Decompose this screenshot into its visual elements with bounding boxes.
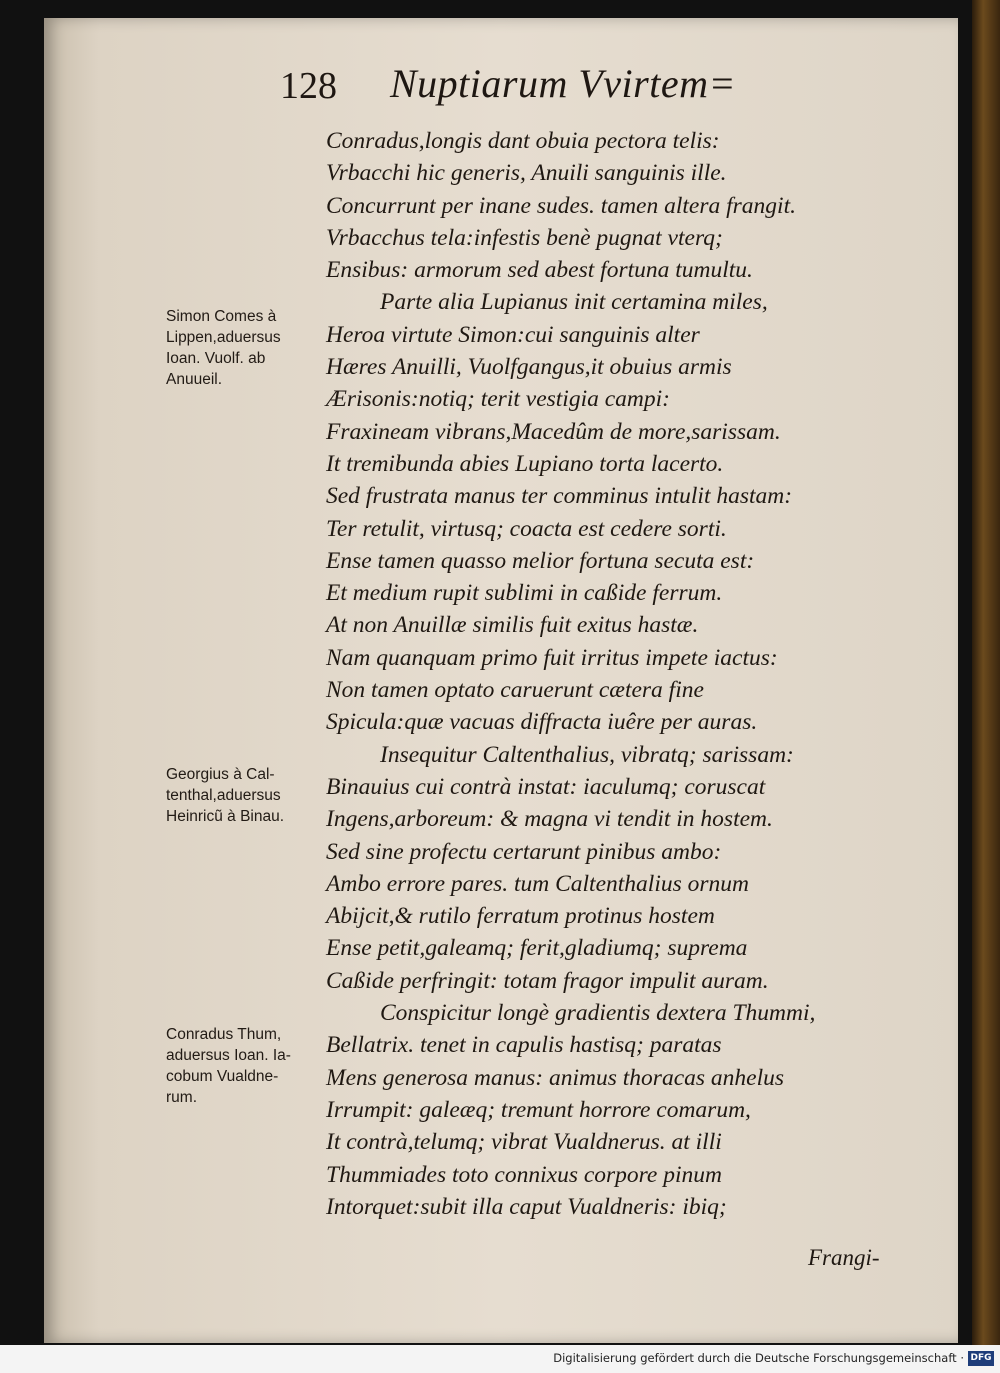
book-edge — [972, 0, 1000, 1345]
margin-note-line: Conradus Thum, — [166, 1026, 282, 1043]
verse-line: Intorquet:subit illa caput Vualdneris: ibiq; — [326, 1193, 727, 1220]
verse-line: At non Anuillæ similis fuit exitus hastæ. — [326, 612, 699, 639]
verse-line: Thummiades toto connixus corpore pinum — [326, 1161, 722, 1188]
margin-note-line: Heinricũ à Binau. — [166, 808, 285, 825]
verse-line: Ter retulit, virtusq; coacta est cedere sorti. — [326, 515, 727, 542]
margin-note-line: tenthal,aduersus — [166, 787, 281, 804]
margin-note-line: Lippen,aduersus — [166, 329, 281, 346]
verse-line: Ensibus: armorum sed abest fortuna tumultu. — [326, 257, 753, 284]
verse-line: Heroa virtute Simon:cui sanguinis alter — [326, 321, 700, 348]
verse-line: Sed sine profectu certarunt pinibus ambo: — [326, 838, 722, 865]
margin-note-simon — [166, 306, 326, 390]
verse-line: Irrumpit: galeæq; tremunt horrore comarum, — [326, 1096, 751, 1123]
verse-line: Bellatrix. tenet in capulis hastisq; paratas — [326, 1032, 722, 1059]
verse-line: Vrbacchi hic generis, Anuili sanguinis ille. — [326, 160, 727, 187]
verse-line: Non tamen optato caruerunt cætera fine — [326, 677, 704, 704]
verse-line: Ense tamen quasso melior fortuna secuta est: — [326, 547, 755, 574]
verse-line: Concurrunt per inane sudes. tamen altera frangit. — [326, 192, 796, 219]
verse-line: It tremibunda abies Lupiano torta lacerto. — [326, 450, 724, 477]
verse-line: Binauius cui contrà instat: iaculumq; coruscat — [326, 773, 766, 800]
verse-line: Caßide perfringit: totam fragor impulit auram. — [326, 967, 769, 994]
page-number: 128 — [280, 65, 337, 107]
verse-line: Mens generosa manus: animus thoracas anhelus — [326, 1064, 784, 1091]
verse-line: Nam quanquam primo fuit irritus impete iactus: — [326, 644, 778, 671]
margin-note-line: cobum Vualdne- — [166, 1068, 279, 1085]
dfg-logo: DFG — [968, 1351, 994, 1366]
verse-line: It contrà,telumq; vibrat Vualdnerus. at illi — [326, 1129, 722, 1156]
verse-line: Abijcit,& rutilo ferratum protinus hostem — [326, 903, 715, 930]
footer-bar — [0, 1345, 1000, 1373]
verse-line: Spicula:quæ vacuas diffracta iuêre per auras. — [326, 709, 758, 736]
margin-note-line: aduersus Ioan. Ia- — [166, 1047, 291, 1064]
funding-credit: Digitalisierung gefördert durch die Deutsche Forschungsgemeinschaft · — [553, 1351, 964, 1365]
margin-note-line: Simon Comes à — [166, 308, 277, 325]
verse-line: Conspicitur longè gradientis dextera Thummi, — [380, 1000, 816, 1027]
margin-note-conradus — [166, 1024, 326, 1108]
margin-note-georgius — [166, 764, 326, 827]
verse-line: Et medium rupit sublimi in caßide ferrum. — [326, 580, 723, 607]
verse-line: Parte alia Lupianus init certamina miles, — [380, 289, 768, 316]
verse-line: Ærisonis:notiq; terit vestigia campi: — [326, 386, 670, 413]
verse-line: Ense petit,galeamq; ferit,gladiumq; suprema — [326, 935, 748, 962]
verse-line: Conradus,longis dant obuia pectora telis: — [326, 128, 720, 154]
catchword: Frangi- — [808, 1245, 880, 1270]
verse-line: Ingens,arboreum: & magna vi tendit in hostem. — [326, 806, 773, 833]
margin-note-line: Georgius à Cal- — [166, 766, 275, 783]
margin-note-line: rum. — [166, 1089, 197, 1106]
margin-note-line: Ioan. Vuolf. ab — [166, 350, 266, 367]
running-title: Nuptiarum Vvirtem= — [390, 61, 736, 106]
verse-line: Sed frustrata manus ter comminus intulit hastam: — [326, 483, 793, 510]
verse-line: Vrbacchus tela:infestis benè pugnat vterq; — [326, 224, 723, 251]
page-header — [280, 60, 840, 120]
verse-block — [326, 125, 886, 1223]
verse-line: Insequitur Caltenthalius, vibratq; sarissam: — [380, 741, 794, 768]
verse-line: Ambo errore pares. tum Caltenthalius ornum — [326, 870, 749, 897]
margin-note-line: Anuueil. — [166, 371, 223, 388]
verse-line: Hæres Anuilli, Vuolfgangus,it obuius armis — [326, 354, 732, 381]
verse-line: Fraxineam vibrans,Macedûm de more,sarissam. — [326, 418, 781, 445]
